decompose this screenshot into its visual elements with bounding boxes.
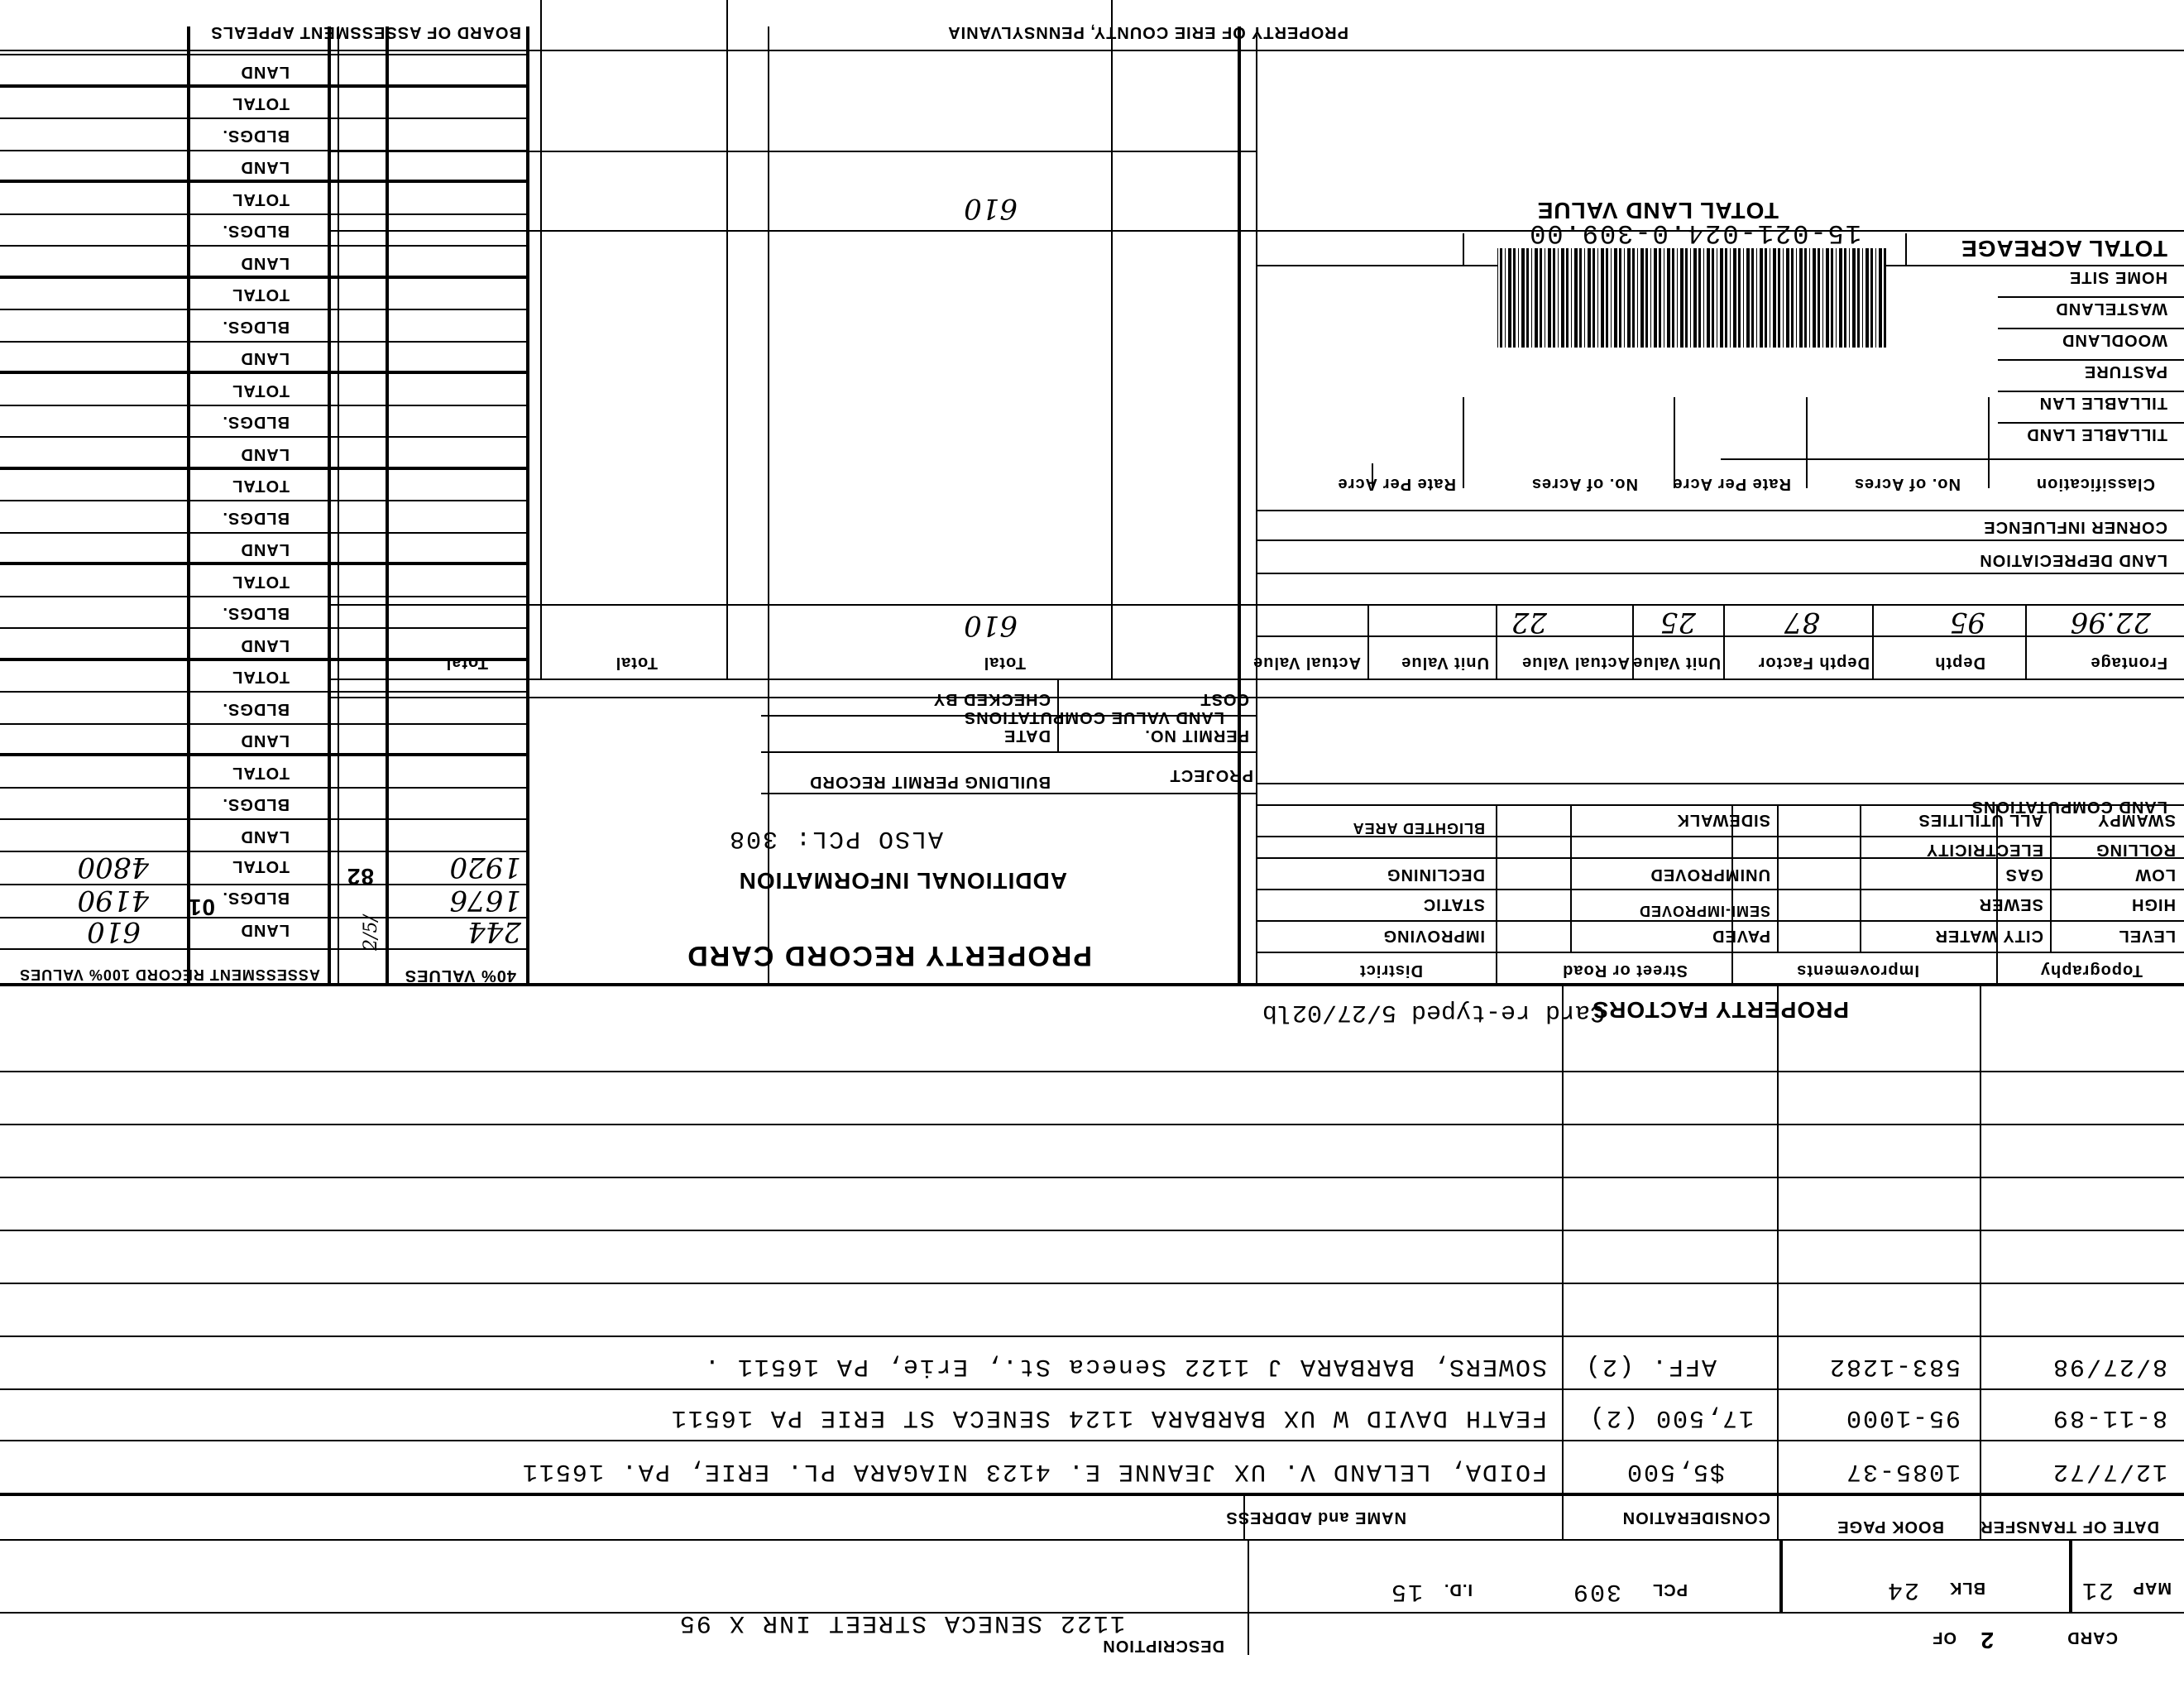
- transfer-1-date: 12/7/72: [2051, 1457, 2167, 1485]
- checked-by-label: CHECKED BY: [932, 690, 1051, 708]
- value-row-line: [0, 84, 529, 88]
- value-row-line: [0, 213, 529, 215]
- acreage-rate-header: Rate Per Acre: [1672, 475, 1791, 493]
- values-40-header: 40% VALUES: [404, 966, 516, 985]
- total-land-value-label: TOTAL LAND VALUE: [1536, 198, 1779, 223]
- value-row-label: BLDGS.: [222, 604, 290, 623]
- project-label: PROJECT: [1169, 766, 1253, 784]
- value-row-label: LAND: [240, 349, 290, 368]
- value-row-label: BLDGS.: [222, 509, 290, 527]
- value-row-line: [0, 501, 529, 502]
- transfer-1-name-address: FOIDA, LELAND V. UX JEANNE E. 4123 NIAGARA PL. ERIE, PA. 16511: [520, 1457, 1547, 1485]
- board-title: BOARD OF ASSESSMENT APPEALS: [210, 23, 521, 41]
- values-40-year: 82: [346, 864, 374, 890]
- id-label: I.D.: [1443, 1580, 1473, 1599]
- value-row-label: BLDGS.: [222, 127, 290, 145]
- topo-level: LEVEL: [2118, 927, 2176, 945]
- land-value-computations-title: LAND VALUE COMPUTATIONS: [963, 708, 1224, 727]
- transfer-3-book-page: 583-1282: [1827, 1352, 1961, 1380]
- lvc-total-value: 610: [964, 609, 1018, 642]
- assessment-total-value: 4800: [77, 851, 149, 884]
- blk-label: BLK: [1948, 1579, 1985, 1597]
- value-row-line: [0, 628, 529, 630]
- value-row-label: TOTAL: [232, 477, 290, 496]
- name-address-header: NAME and ADDRESS: [1225, 1508, 1406, 1527]
- value-row-line: [0, 467, 529, 470]
- street-semi-improved: SEMI-IMPROVED: [1638, 903, 1770, 919]
- lvc-unit-value-header: Unit Value: [1632, 654, 1721, 672]
- acreage-tillable-land: TILLABLE LAND: [2026, 425, 2167, 444]
- corner-influence-label: CORNER INFLUENCE: [1983, 518, 2167, 536]
- transfer-1-book-page: 1085-37: [1844, 1457, 1961, 1485]
- assessment-record-header: ASSESSMENT RECORD 100% VALUES: [19, 966, 320, 983]
- topo-rolling: ROLLING: [2095, 841, 2176, 859]
- transfer-3-consideration: AFF. (2): [1583, 1352, 1717, 1380]
- value-row-line: [0, 787, 529, 789]
- description-label: DESCRIPTION: [1102, 1637, 1224, 1655]
- value-row-line: [0, 563, 529, 566]
- value-row-label: BLDGS.: [222, 700, 290, 718]
- additional-information-title: ADDITIONAL INFORMATION: [738, 868, 1067, 894]
- of-label: OF: [1932, 1628, 1956, 1647]
- lvc-actual-value-2-header: Actual Value: [1252, 654, 1361, 672]
- improv-electricity: ELECTRICITY: [1925, 841, 2043, 859]
- value-row-label: BLDGS.: [222, 222, 290, 241]
- assessment-total-label: TOTAL: [232, 857, 290, 875]
- value-row-label: TOTAL: [232, 381, 290, 400]
- acreage-wasteland: WASTELAND: [2055, 300, 2167, 318]
- value-row-label: BLDGS.: [222, 795, 290, 814]
- assessment-bldgs-label: BLDGS.: [222, 889, 290, 907]
- value-row-line: [0, 276, 529, 279]
- transfer-2-consideration: 17,500 (2): [1588, 1403, 1754, 1431]
- total-land-value-amount: 610: [964, 192, 1018, 225]
- acreage-pasture: PASTURE: [2083, 362, 2167, 381]
- county-title: PROPERTY OF ERIE COUNTY, PENNSYLVANIA: [947, 23, 1348, 41]
- street-sidewalk: SIDEWALK: [1676, 811, 1770, 829]
- value-row-line: [0, 884, 529, 885]
- assessment-land-label: LAND: [240, 921, 290, 939]
- acreage-rate-2-header: Rate Per Acre: [1337, 475, 1456, 493]
- value-row-line: [0, 819, 529, 821]
- lvc-depth-factor-header: Depth Factor: [1757, 654, 1870, 672]
- date-of-transfer-header: DATE OF TRANSFER: [1980, 1518, 2159, 1536]
- district-declining: DECLINING: [1387, 866, 1485, 884]
- value-row-line: [0, 723, 529, 725]
- acreage-no-acres-2-header: No. of Acres: [1530, 475, 1638, 493]
- improv-gas: GAS: [2004, 866, 2043, 884]
- district-improving: IMPROVING: [1382, 927, 1485, 945]
- topography-header: Topography: [2039, 961, 2143, 980]
- building-permit-title: BUILDING PERMIT RECORD: [809, 773, 1051, 791]
- transfer-2-name-address: FEATH DAVID W UX BARBARA 1124 SENECA ST ERIE PA 16511: [669, 1403, 1547, 1431]
- street-paved: PAVED: [1712, 927, 1770, 945]
- lvc-frontage-header: Frontage: [2090, 654, 2167, 672]
- land-depreciation-label: LAND DEPRECIATION: [1979, 551, 2167, 569]
- value-row-line: [0, 851, 529, 852]
- map-label: MAP: [2132, 1579, 2172, 1597]
- values-40-year-note: 2/5/: [361, 915, 382, 951]
- lvc-total-3-header: Total: [445, 654, 488, 672]
- land-computations-title: LAND COMPUTATIONS: [1971, 798, 2167, 816]
- value-row-line: [0, 405, 529, 406]
- lvc-actual-value-value: 22: [1511, 606, 1547, 639]
- lvc-actual-value-header: Actual Value: [1521, 654, 1630, 672]
- improvements-header: Improvements: [1796, 961, 1919, 980]
- parcel-barcode: [1497, 248, 1886, 348]
- district-static: STATIC: [1422, 895, 1485, 914]
- pcl-value: 309: [1571, 1577, 1621, 1605]
- value-row-line: [0, 309, 529, 311]
- total-acreage-label: TOTAL ACREAGE: [1961, 236, 2167, 261]
- transfer-3-name-address: SOWERS, BARBARA J 1122 Seneca St., Erie, PA 16511 .: [702, 1352, 1547, 1380]
- improv-all-utilities: ALL UTILITIES: [1918, 811, 2043, 829]
- id-value: 15: [1389, 1577, 1423, 1605]
- value-row-line: [0, 532, 529, 534]
- card-label: CARD: [2067, 1628, 2118, 1647]
- improv-city-water: CITY WATER: [1934, 927, 2043, 945]
- values-40-land: 244: [467, 915, 521, 948]
- acreage-home-site: HOME SITE: [2068, 268, 2167, 286]
- consideration-header: CONSIDERATION: [1621, 1508, 1770, 1527]
- lvc-depth-header: Depth: [1934, 654, 1985, 672]
- assessment-bldgs-value: 4190: [77, 884, 149, 917]
- value-row-label: LAND: [240, 63, 290, 81]
- acreage-no-acres-header: No. of Acres: [1853, 475, 1961, 493]
- value-row-line: [0, 118, 529, 120]
- value-row-label: TOTAL: [232, 94, 290, 113]
- lvc-depth-value: 95: [1949, 606, 1985, 639]
- value-row-label: LAND: [240, 254, 290, 272]
- map-value: 21: [2080, 1575, 2114, 1604]
- card-number-value: 2: [1980, 1628, 1994, 1653]
- acreage-woodland: WOODLAND: [2062, 331, 2167, 349]
- book-page-header: BOOK PAGE: [1837, 1518, 1944, 1536]
- value-row-line: [0, 246, 529, 247]
- value-row-label: BLDGS.: [222, 413, 290, 432]
- blk-value: 24: [1885, 1575, 1919, 1604]
- acreage-tillable-lan: TILLABLE LAN: [2038, 394, 2167, 412]
- lvc-unit-value-value: 25: [1660, 606, 1696, 639]
- value-row-label: TOTAL: [232, 764, 290, 782]
- assessment-land-value: 610: [87, 915, 141, 948]
- permit-no-label: PERMIT NO.: [1144, 727, 1249, 745]
- topo-low: LOW: [2134, 866, 2176, 884]
- value-row-line: [0, 754, 529, 757]
- value-row-label: TOTAL: [232, 573, 290, 591]
- street-header: Street or Road: [1562, 961, 1688, 980]
- district-header: District: [1359, 961, 1423, 980]
- value-row-label: TOTAL: [232, 285, 290, 305]
- property-record-card-title: PROPERTY RECORD CARD: [686, 940, 1092, 971]
- district-blighted-area: BLIGHTED AREA: [1352, 820, 1485, 837]
- value-row-line: [0, 180, 529, 184]
- cost-label: COST: [1200, 690, 1249, 708]
- topo-high: HIGH: [2131, 895, 2176, 914]
- transfer-2-book-page: 95-1000: [1844, 1403, 1961, 1431]
- description-value: 1122 SENECA STREET INR X 95: [678, 1609, 1125, 1637]
- value-row-line: [0, 596, 529, 597]
- value-row-label: LAND: [240, 158, 290, 177]
- transfer-2-date: 8-11-89: [2051, 1403, 2167, 1431]
- transfer-1-consideration: $5,500: [1625, 1457, 1725, 1485]
- property-factors-title: PROPERTY FACTORS: [1592, 997, 1849, 1023]
- street-unimproved: UNIMPROVED: [1650, 866, 1770, 884]
- also-pcl-note: ALSO PCL: 308: [727, 824, 943, 852]
- value-row-line: [0, 55, 529, 56]
- value-row-label: LAND: [240, 636, 290, 655]
- assessment-year: 01: [187, 894, 215, 920]
- lvc-depth-factor-value: 87: [1784, 606, 1820, 639]
- parcel-number: 15-021-024.0-309.00: [1528, 218, 1861, 248]
- value-row-line: [0, 341, 529, 343]
- value-row-line: [0, 437, 529, 439]
- lvc-total-1-header: Total: [983, 654, 1026, 672]
- value-row-label: LAND: [240, 540, 290, 559]
- date-label: DATE: [1003, 727, 1051, 745]
- value-row-label: BLDGS.: [222, 318, 290, 336]
- lvc-unit-value-2-header: Unit Value: [1401, 654, 1489, 672]
- transfer-3-date: 8/27/98: [2051, 1352, 2167, 1380]
- value-row-line: [0, 150, 529, 151]
- value-row-label: LAND: [240, 445, 290, 463]
- acreage-classification-header: Classification: [2035, 475, 2155, 493]
- value-row-line: [0, 658, 529, 661]
- lvc-frontage-value: 22.96: [2070, 606, 2151, 639]
- values-40-bldgs: 1676: [449, 884, 521, 917]
- value-row-label: LAND: [240, 827, 290, 846]
- value-row-label: TOTAL: [232, 668, 290, 687]
- value-row-line: [0, 372, 529, 375]
- values-40-total: 1920: [449, 851, 521, 884]
- value-row-line: [0, 692, 529, 693]
- value-row-line: [0, 917, 529, 918]
- value-row-label: LAND: [240, 731, 290, 750]
- topo-swampy: SWAMPY: [2097, 811, 2176, 829]
- improv-sewer: SEWER: [1978, 895, 2043, 914]
- value-row-label: TOTAL: [232, 190, 290, 209]
- pcl-label: PCL: [1652, 1580, 1688, 1599]
- lvc-total-2-header: Total: [615, 654, 658, 672]
- retyped-note: Card re-typed 5/27/02lb: [1262, 998, 1605, 1026]
